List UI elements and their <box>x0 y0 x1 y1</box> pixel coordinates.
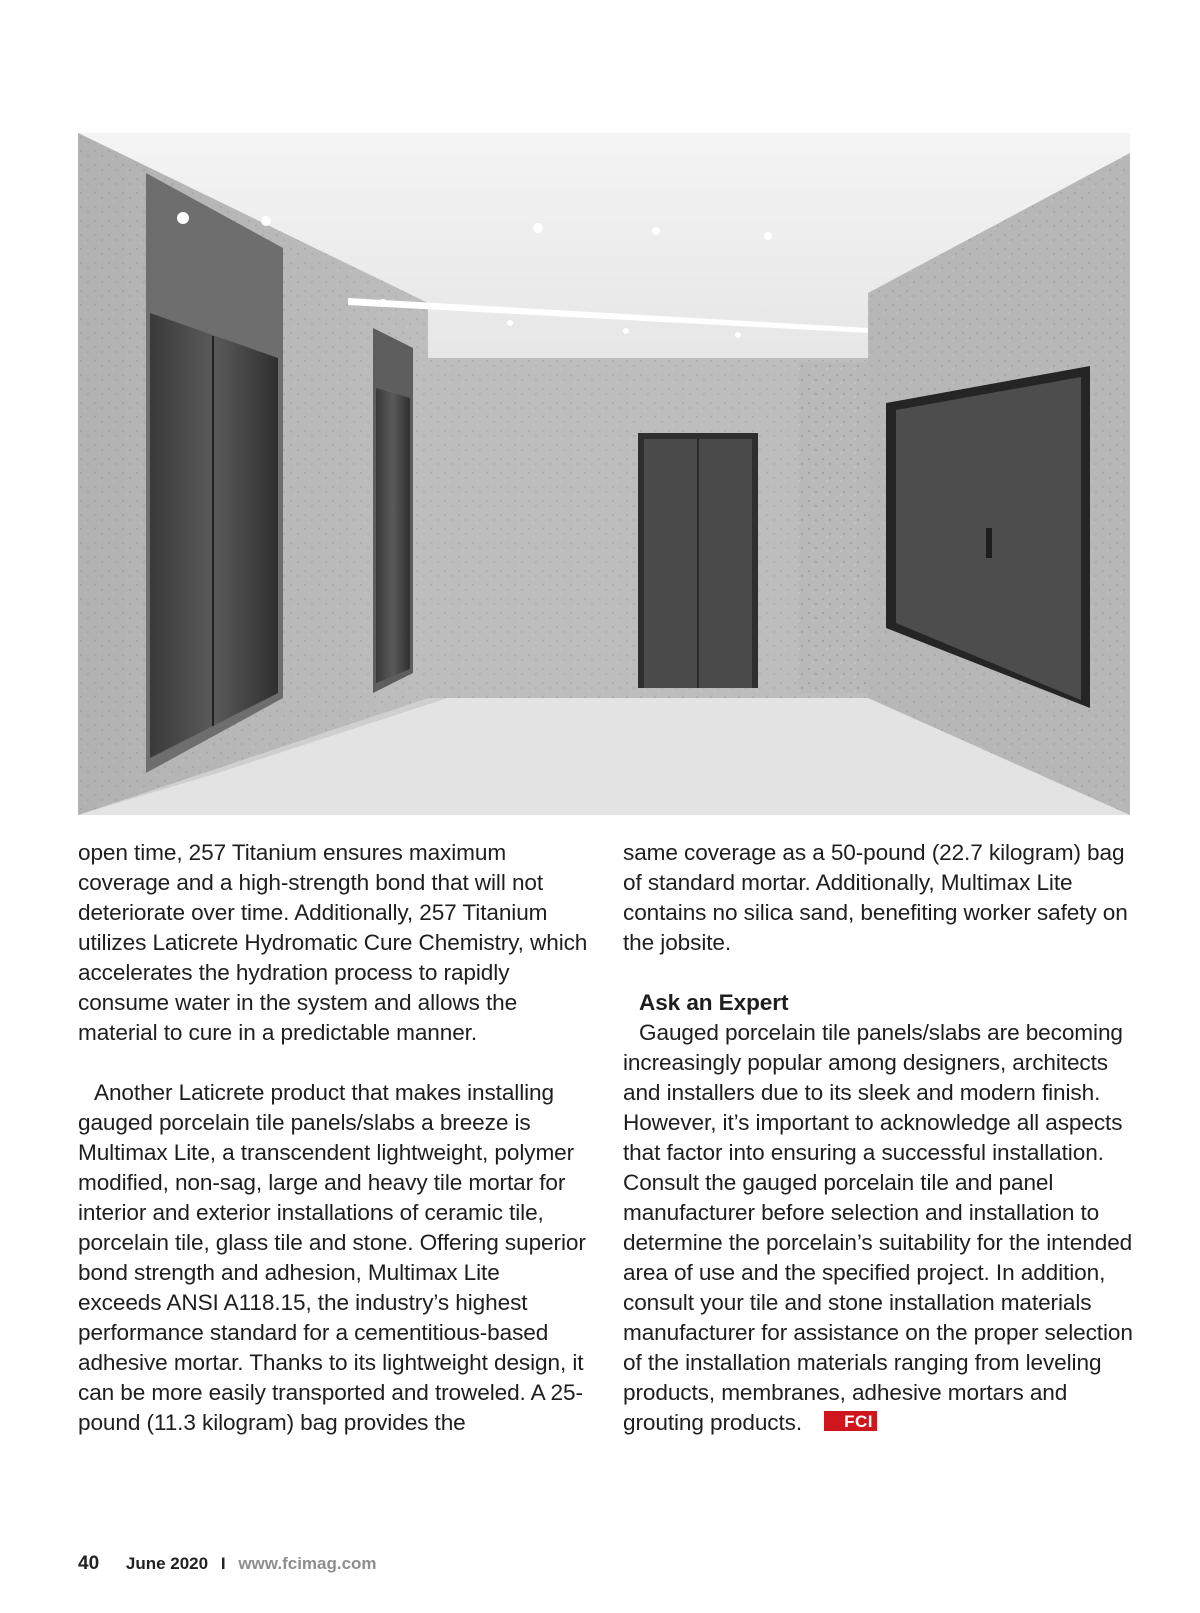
fci-end-badge: FCI <box>824 1411 877 1431</box>
right-column <box>623 838 1143 1438</box>
website-link[interactable]: www.fcimag.com <box>238 1554 377 1573</box>
page-number: 40 <box>78 1553 100 1574</box>
ask-an-expert-heading: Ask an Expert <box>639 990 789 1015</box>
right-paragraph-2 <box>623 1018 1143 1438</box>
left-paragraph-1: open time, 257 Titanium ensures maximum coverage and a high-strength bond that will not deteriorate over time. Additionally, 257 Titanium utilizes Laticrete Hydromatic Cure Chemistry, which accelerates the hydration process to rapidly consume water in the system and allows the material to cure in a predictable manner. <box>78 840 588 1045</box>
right-paragraph-2-text: Gauged porcelain tile panels/slabs are becoming increasingly popular among designers, architects and installers due to its sleek and modern finish. However, it’s important to acknowledge all aspects that factor into ensuring a successful installation. Consult the gauged porcelain tile and panel manufacturer before selection and installation to determine the porcelain’s suitability for the intended area of use and the specified project. In addition, consult your tile and stone installation materials manufacturer for assistance on the proper selection of the installation materials ranging from leveling products, membranes, adhesive mortars and grouting products. <box>623 1020 1133 1435</box>
footer-separator: I <box>220 1554 226 1573</box>
paragraph-gap <box>78 1048 588 1078</box>
paragraph-gap <box>623 958 1143 988</box>
left-paragraph-2: Another Laticrete product that makes installing gauged porcelain tile panels/slabs a breeze is Multimax Lite, a transcendent lightweight, polymer modified, non-sag, large and heavy tile mortar for interior and exterior installations of ceramic tile, porcelain tile, glass tile and stone. Offering superior bond strength and adhesion, Multimax Lite exceeds ANSI A118.15, the industry’s highest performance standard for a cementitious-based adhesive mortar. Thanks to its lightweight design, it can be more easily transported and troweled. A 25-pound (11.3 kilogram) bag provides the <box>78 1080 586 1435</box>
left-column <box>78 838 588 1438</box>
lobby-illustration <box>78 133 1130 815</box>
elevator-lobby-photo <box>78 133 1130 815</box>
issue-date: June 2020 <box>125 1554 209 1573</box>
page-footer <box>78 1553 377 1575</box>
right-paragraph-1: same coverage as a 50-pound (22.7 kilogram) bag of standard mortar. Additionally, Multimax Lite contains no silica sand, benefiting worker safety on the jobsite. <box>623 840 1128 955</box>
